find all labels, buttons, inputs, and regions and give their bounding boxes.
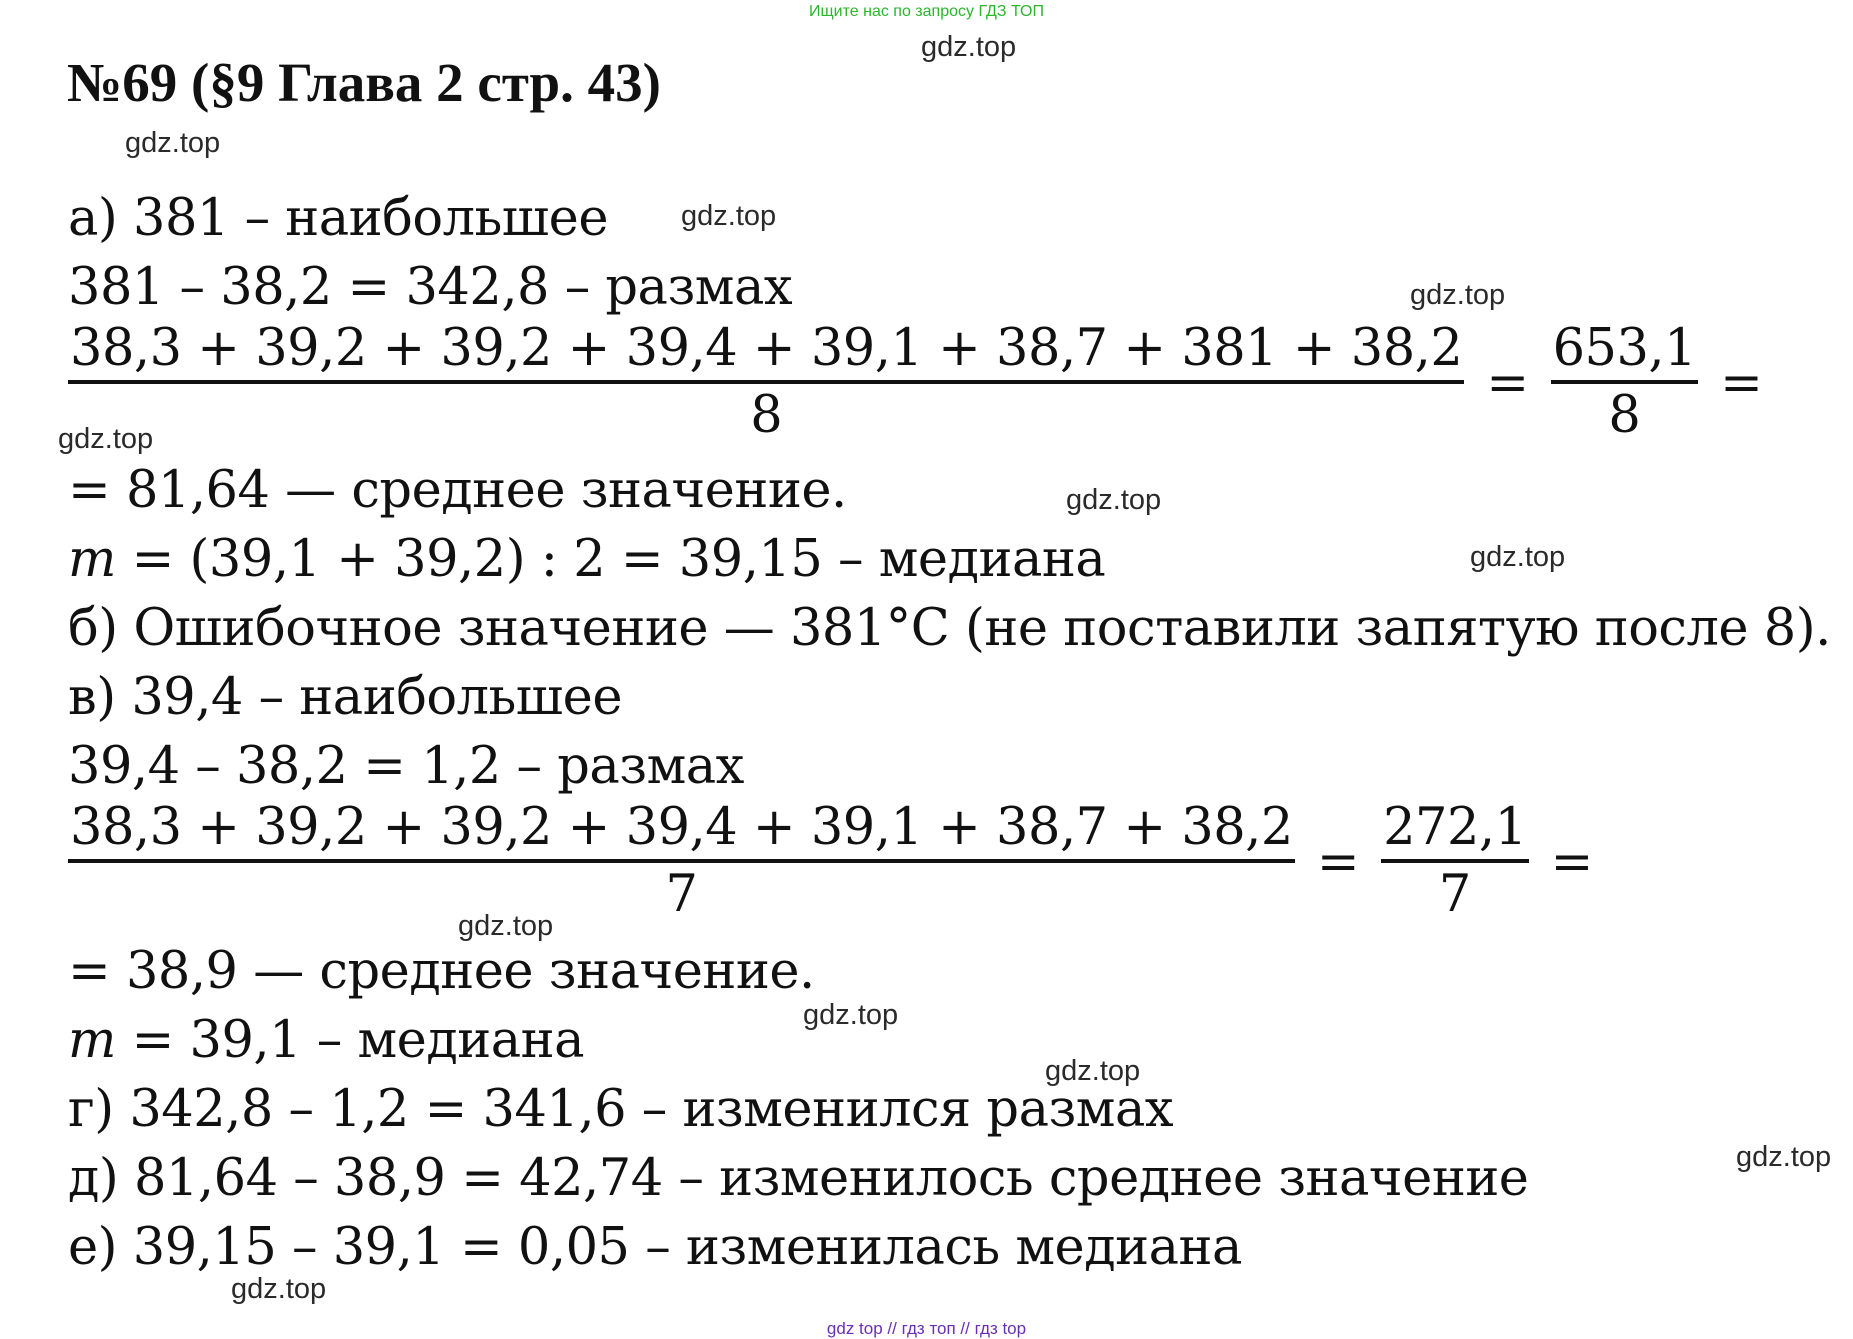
fraction-denominator: 8 <box>750 386 783 445</box>
equals-sign: = <box>1720 353 1763 413</box>
fraction-denominator: 7 <box>665 865 698 924</box>
part-e-line: е) 39,15 – 39,1 = 0,05 – изменилась медиана <box>68 1218 1242 1277</box>
median-variable: m <box>68 1011 116 1070</box>
part-v-mean-line: = 38,9 — среднее значение. <box>68 942 815 1001</box>
watermark: gdz.top <box>458 910 554 942</box>
fraction-denominator: 7 <box>1438 865 1471 924</box>
part-a-total-fraction <box>1551 318 1699 448</box>
fraction-numerator: 38,3 + 39,2 + 39,2 + 39,4 + 39,1 + 38,7 + 38,2 <box>70 798 1293 857</box>
part-v-median-line <box>68 1009 584 1073</box>
part-a-mean-fraction <box>68 318 1762 448</box>
equals-sign: = <box>1486 353 1529 413</box>
part-v-median-text: = 39,1 – медиана <box>115 1011 585 1070</box>
part-a-range-line: 381 – 38,2 = 342,8 – размах <box>68 258 793 317</box>
footer-banner: gdz top // гдз топ // гдз top <box>826 1319 1027 1338</box>
part-a-mean-line: = 81,64 — среднее значение. <box>68 461 847 520</box>
watermark: gdz.top <box>681 200 777 232</box>
part-g-line: г) 342,8 – 1,2 = 341,6 – изменился размах <box>68 1080 1174 1139</box>
watermark: gdz.top <box>1736 1141 1832 1173</box>
part-a-max-line: а) 381 – наибольшее <box>68 189 609 248</box>
part-a-sum-fraction <box>68 318 1464 448</box>
part-a-median-line <box>68 528 1105 592</box>
watermark: gdz.top <box>803 999 899 1031</box>
watermark: gdz.top <box>1470 541 1566 573</box>
part-d-line: д) 81,64 – 38,9 = 42,74 – изменилось среднее значение <box>68 1149 1529 1208</box>
fraction-numerator: 272,1 <box>1383 798 1527 857</box>
equals-sign: = <box>1550 832 1593 892</box>
equals-sign: = <box>1316 832 1360 892</box>
fraction-numerator: 653,1 <box>1552 319 1697 378</box>
search-banner: Ищите нас по запросу ГДЗ ТОП <box>809 3 1044 20</box>
watermark: gdz.top <box>58 423 154 455</box>
part-v-sum-fraction <box>68 797 1295 927</box>
median-variable: m <box>68 530 116 589</box>
watermark: gdz.top <box>125 127 221 159</box>
page-title: №69 (§9 Глава 2 стр. 43) <box>67 52 661 113</box>
watermark: gdz.top <box>1066 484 1162 516</box>
part-v-max-line: в) 39,4 – наибольшее <box>68 668 623 727</box>
watermark: gdz.top <box>231 1273 327 1305</box>
watermark: gdz.top <box>1045 1055 1141 1087</box>
part-b-error-line: б) Ошибочное значение — 381°С (не поставили запятую после 8). <box>68 599 1831 658</box>
fraction-denominator: 8 <box>1608 386 1641 445</box>
part-a-median-text: = (39,1 + 39,2) : 2 = 39,15 – медиана <box>115 530 1106 589</box>
watermark: gdz.top <box>921 31 1017 63</box>
part-v-total-fraction <box>1381 797 1529 927</box>
fraction-numerator: 38,3 + 39,2 + 39,2 + 39,4 + 39,1 + 38,7 + 381 + 38,2 <box>70 319 1463 378</box>
watermark: gdz.top <box>1410 279 1506 311</box>
part-v-range-line: 39,4 – 38,2 = 1,2 – размах <box>68 737 744 796</box>
part-v-mean-fraction <box>68 797 1593 927</box>
